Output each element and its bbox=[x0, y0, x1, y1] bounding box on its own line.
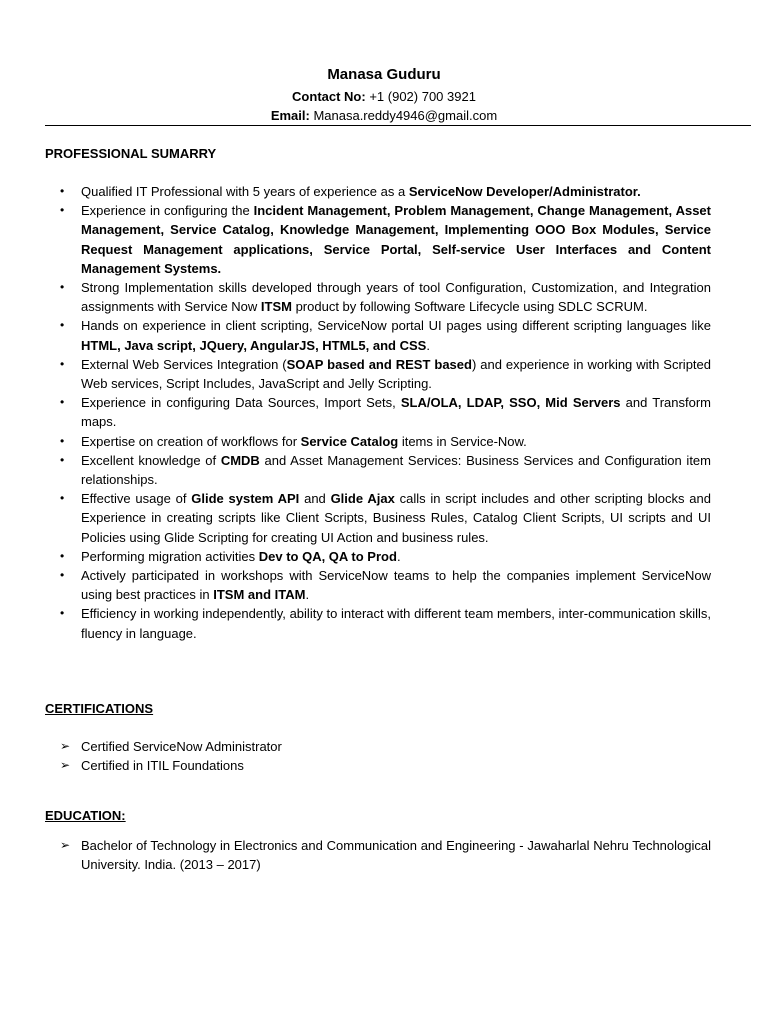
list-item bbox=[60, 451, 711, 489]
item-text: Actively participated in workshops with ServiceNow teams to help the companies implement ServiceNow using best practices in bbox=[81, 568, 711, 603]
bullet-dot-icon: • bbox=[60, 203, 65, 218]
item-text: Performing migration activities bbox=[81, 548, 259, 564]
list-item bbox=[60, 547, 711, 566]
bullet-dot-icon: • bbox=[60, 184, 65, 198]
email-label: Email: bbox=[270, 108, 310, 123]
item-text: Strong Implementation skills developed through years of tool Configuration, Customization, and Integration assignments with Service Now bbox=[81, 280, 711, 315]
bullet-arrow-icon: ➢ bbox=[60, 758, 71, 773]
education-heading: EDUCATION: bbox=[45, 808, 126, 823]
item-text: ) and experience in working with Scripted Web services, Script Includes, JavaScript and Jelly Scripting. bbox=[81, 356, 711, 392]
bold-text: HTML, Java script, JQuery, AngularJS, HTML5, and CSS bbox=[81, 337, 427, 353]
item-text: items in Service-Now. bbox=[398, 433, 527, 449]
item-text: Bachelor of Technology in Electronics and Communication and Engineering - Jawaharlal Nehru Technological University. India. (2013 – 2017) bbox=[81, 838, 711, 873]
list-item bbox=[60, 566, 711, 604]
bold-text: ITSM and ITAM bbox=[213, 587, 306, 603]
list-item bbox=[60, 836, 711, 874]
bold-text: Dev to QA, QA to Prod bbox=[258, 548, 397, 564]
contact-line bbox=[0, 89, 768, 104]
certifications-list bbox=[60, 737, 711, 775]
item-text: and Transform maps. bbox=[81, 395, 711, 430]
item-text: Efficiency in working independently, ability to interact with different team members, inter-communication skills, fluency in language. bbox=[81, 606, 711, 641]
bold-text: ServiceNow Developer/Administrator. bbox=[408, 184, 641, 199]
list-item bbox=[60, 201, 711, 278]
bullet-dot-icon: • bbox=[60, 452, 65, 467]
item-text: Certified ServiceNow Administrator bbox=[81, 739, 282, 754]
list-item bbox=[60, 355, 711, 393]
item-text: Experience in configuring the bbox=[81, 203, 254, 219]
list-item bbox=[60, 604, 711, 642]
item-text: Excellent knowledge of bbox=[81, 452, 221, 468]
email-value: Manasa.reddy4946@gmail.com bbox=[309, 108, 498, 123]
list-item bbox=[60, 316, 711, 354]
item-text: Effective usage of bbox=[81, 491, 192, 507]
certifications-heading: CERTIFICATIONS bbox=[45, 701, 154, 716]
item-text: . bbox=[305, 587, 310, 603]
item-text: . bbox=[426, 337, 430, 353]
item-text: and Asset Management Services: Business Services and Configuration item relationships. bbox=[81, 452, 711, 488]
item-text: Experience in configuring Data Sources, Import Sets, bbox=[81, 395, 401, 411]
bullet-dot-icon: • bbox=[60, 606, 65, 621]
item-text: Certified in ITIL Foundations bbox=[81, 758, 244, 774]
list-item bbox=[60, 737, 711, 756]
bullet-dot-icon: • bbox=[60, 318, 65, 333]
list-item bbox=[60, 489, 711, 547]
item-text: Expertise on creation of workflows for bbox=[81, 433, 301, 449]
bullet-dot-icon: • bbox=[60, 356, 65, 371]
item-text: product by following Software Lifecycle using SDLC SCRUM. bbox=[291, 299, 648, 315]
bullet-arrow-icon: ➢ bbox=[60, 739, 71, 753]
list-item bbox=[60, 182, 711, 201]
bold-text: Glide system API bbox=[191, 491, 300, 507]
bold-text: CMDB bbox=[220, 452, 260, 468]
bullet-dot-icon: • bbox=[60, 280, 65, 295]
item-text: Hands on experience in client scripting, ServiceNow portal UI pages using different scripting languages like bbox=[81, 318, 711, 334]
item-text: Qualified IT Professional with 5 years of experience as a bbox=[81, 184, 409, 199]
list-item bbox=[60, 432, 711, 451]
bullet-dot-icon: • bbox=[60, 395, 65, 410]
item-text: calls in script includes and other scripting blocks and Experience in creating scripts like Client Scripts, Business Rules, Catalog Client Scripts, UI scripts and UI Policies using Glide Scripting for creating UI Action and business rules. bbox=[81, 491, 711, 545]
bullet-arrow-icon: ➢ bbox=[60, 838, 71, 852]
list-item bbox=[60, 278, 711, 316]
bold-text: Service Catalog bbox=[300, 433, 399, 449]
bold-text: Glide Ajax bbox=[330, 491, 395, 507]
bullet-dot-icon: • bbox=[60, 433, 65, 448]
bold-text: SOAP based and REST based bbox=[286, 356, 472, 372]
bullet-dot-icon: • bbox=[60, 491, 65, 506]
bullet-dot-icon: • bbox=[60, 548, 65, 563]
list-item bbox=[60, 393, 711, 431]
candidate-name: Manasa Guduru bbox=[327, 66, 441, 83]
education-list bbox=[60, 836, 711, 874]
summary-list bbox=[60, 182, 711, 643]
header-divider bbox=[45, 125, 751, 126]
item-text: External Web Services Integration ( bbox=[81, 356, 287, 372]
bold-text: ITSM bbox=[260, 299, 292, 315]
list-item bbox=[60, 756, 711, 775]
item-text: and bbox=[299, 491, 331, 507]
contact-label: Contact No: bbox=[292, 89, 366, 104]
bold-text: SLA/OLA, LDAP, SSO, Mid Servers bbox=[400, 395, 621, 411]
item-text: . bbox=[396, 548, 401, 564]
summary-heading: PROFESSIONAL SUMARRY bbox=[45, 146, 217, 161]
email-line bbox=[0, 108, 768, 123]
contact-value: +1 (902) 700 3921 bbox=[365, 89, 476, 104]
bullet-dot-icon: • bbox=[60, 568, 65, 583]
bold-text: Incident Management, Problem Management, Change Management, Asset Management, Service Catalog, Knowledge Management, Implementing OOO Box Modules, Service Request Management applications, Service Portal, Self-service User Interfaces and Content Management Systems. bbox=[81, 203, 711, 276]
